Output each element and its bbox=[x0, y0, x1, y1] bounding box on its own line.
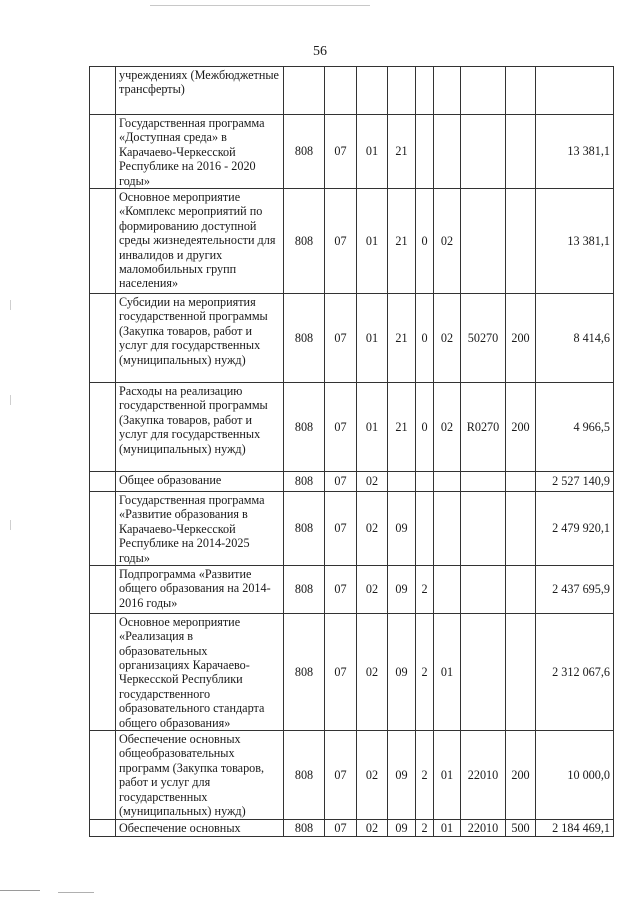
row-margin-cell bbox=[90, 67, 116, 115]
cell-amount: 10 000,0 bbox=[536, 731, 614, 820]
cell-subprogram: 2 bbox=[416, 820, 434, 837]
cell-section: 07 bbox=[325, 820, 357, 837]
cell-expense-type: 500 bbox=[506, 820, 536, 837]
cell-expense-type bbox=[506, 471, 536, 491]
cell-section: 07 bbox=[325, 491, 357, 565]
cell-subprogram: 0 bbox=[416, 293, 434, 382]
table-row bbox=[90, 613, 614, 730]
cell-event: 01 bbox=[434, 613, 461, 730]
cell-ministry: 808 bbox=[284, 188, 325, 293]
cell-subsection: 02 bbox=[357, 820, 388, 837]
cell-amount: 13 381,1 bbox=[536, 188, 614, 293]
cell-subsection: 02 bbox=[357, 471, 388, 491]
cell-expense-type bbox=[506, 67, 536, 115]
cell-subsection: 02 bbox=[357, 491, 388, 565]
cell-amount: 13 381,1 bbox=[536, 115, 614, 189]
row-margin-cell bbox=[90, 471, 116, 491]
row-margin-cell bbox=[90, 731, 116, 820]
cell-expense-type: 200 bbox=[506, 293, 536, 382]
table-row bbox=[90, 188, 614, 293]
table-row bbox=[90, 731, 614, 820]
cell-ministry: 808 bbox=[284, 491, 325, 565]
cell-direction bbox=[461, 491, 506, 565]
cell-ministry: 808 bbox=[284, 382, 325, 471]
cell-name: Государственная программа «Развитие образования в Карачаево-Черкесской Республике на 2014-2025 годы» bbox=[116, 491, 284, 565]
row-margin-cell bbox=[90, 188, 116, 293]
cell-subprogram bbox=[416, 471, 434, 491]
table-row bbox=[90, 382, 614, 471]
cell-amount: 2 437 695,9 bbox=[536, 565, 614, 613]
cell-expense-type bbox=[506, 613, 536, 730]
cell-ministry: 808 bbox=[284, 471, 325, 491]
cell-event: 01 bbox=[434, 820, 461, 837]
scan-artifact-top bbox=[150, 5, 370, 6]
cell-direction: 22010 bbox=[461, 731, 506, 820]
table-row bbox=[90, 565, 614, 613]
cell-direction bbox=[461, 188, 506, 293]
cell-name: Расходы на реализацию государственной программы (Закупка товаров, работ и услуг для государственных (муниципальных) нужд) bbox=[116, 382, 284, 471]
table-body bbox=[90, 67, 614, 837]
cell-program: 09 bbox=[388, 731, 416, 820]
row-margin-cell bbox=[90, 565, 116, 613]
scan-artifact-margin bbox=[10, 395, 11, 405]
cell-section: 07 bbox=[325, 613, 357, 730]
cell-program: 21 bbox=[388, 293, 416, 382]
cell-expense-type: 200 bbox=[506, 731, 536, 820]
cell-direction: 50270 bbox=[461, 293, 506, 382]
cell-section: 07 bbox=[325, 471, 357, 491]
cell-program: 09 bbox=[388, 491, 416, 565]
cell-subprogram: 2 bbox=[416, 565, 434, 613]
cell-event bbox=[434, 565, 461, 613]
cell-name: Основное мероприятие «Реализация в образовательных организациях Карачаево-Черкесской Республики государственного образовательного стандарта общего образования» bbox=[116, 613, 284, 730]
cell-name: Подпрограмма «Развитие общего образования на 2014-2016 годы» bbox=[116, 565, 284, 613]
cell-ministry: 808 bbox=[284, 115, 325, 189]
cell-name: Обеспечение основных общеобразовательных программ (Закупка товаров, работ и услуг для государственных (муниципальных) нужд) bbox=[116, 731, 284, 820]
cell-section: 07 bbox=[325, 731, 357, 820]
cell-subsection: 01 bbox=[357, 115, 388, 189]
cell-subprogram: 2 bbox=[416, 613, 434, 730]
cell-section bbox=[325, 67, 357, 115]
cell-subsection: 02 bbox=[357, 731, 388, 820]
cell-section: 07 bbox=[325, 293, 357, 382]
cell-ministry: 808 bbox=[284, 731, 325, 820]
cell-subprogram bbox=[416, 115, 434, 189]
cell-name: Основное мероприятие «Комплекс мероприятий по формированию доступной среды жизнедеятельности для инвалидов и других маломобильных групп населения» bbox=[116, 188, 284, 293]
cell-ministry: 808 bbox=[284, 613, 325, 730]
cell-direction bbox=[461, 565, 506, 613]
cell-program: 09 bbox=[388, 613, 416, 730]
cell-amount: 2 312 067,6 bbox=[536, 613, 614, 730]
page-number: 56 bbox=[313, 44, 327, 59]
cell-subprogram: 0 bbox=[416, 382, 434, 471]
cell-expense-type bbox=[506, 491, 536, 565]
cell-name: Обеспечение основных bbox=[116, 820, 284, 837]
cell-event: 02 bbox=[434, 188, 461, 293]
cell-subsection: 01 bbox=[357, 293, 388, 382]
cell-name: учреждениях (Межбюджетные трансферты) bbox=[116, 67, 284, 115]
cell-direction: R0270 bbox=[461, 382, 506, 471]
cell-subprogram bbox=[416, 67, 434, 115]
cell-subsection: 01 bbox=[357, 382, 388, 471]
cell-program: 09 bbox=[388, 565, 416, 613]
cell-subsection: 02 bbox=[357, 565, 388, 613]
cell-section: 07 bbox=[325, 565, 357, 613]
row-margin-cell bbox=[90, 293, 116, 382]
cell-event: 02 bbox=[434, 382, 461, 471]
cell-ministry: 808 bbox=[284, 820, 325, 837]
table-row bbox=[90, 491, 614, 565]
cell-event bbox=[434, 471, 461, 491]
row-margin-cell bbox=[90, 115, 116, 189]
budget-table bbox=[89, 66, 614, 837]
cell-amount: 8 414,6 bbox=[536, 293, 614, 382]
cell-event bbox=[434, 115, 461, 189]
cell-subprogram bbox=[416, 491, 434, 565]
cell-expense-type bbox=[506, 115, 536, 189]
scan-artifact-margin bbox=[10, 520, 11, 530]
cell-direction bbox=[461, 613, 506, 730]
row-margin-cell bbox=[90, 820, 116, 837]
table-row bbox=[90, 820, 614, 837]
cell-event bbox=[434, 491, 461, 565]
cell-program bbox=[388, 67, 416, 115]
cell-event bbox=[434, 67, 461, 115]
cell-direction bbox=[461, 115, 506, 189]
cell-event: 01 bbox=[434, 731, 461, 820]
cell-expense-type: 200 bbox=[506, 382, 536, 471]
cell-program: 21 bbox=[388, 382, 416, 471]
table-row bbox=[90, 67, 614, 115]
cell-direction: 22010 bbox=[461, 820, 506, 837]
cell-ministry bbox=[284, 67, 325, 115]
cell-subprogram: 0 bbox=[416, 188, 434, 293]
cell-section: 07 bbox=[325, 188, 357, 293]
cell-program bbox=[388, 471, 416, 491]
table-row bbox=[90, 293, 614, 382]
row-margin-cell bbox=[90, 491, 116, 565]
table-row bbox=[90, 471, 614, 491]
cell-program: 21 bbox=[388, 188, 416, 293]
cell-section: 07 bbox=[325, 382, 357, 471]
cell-subsection: 01 bbox=[357, 188, 388, 293]
cell-expense-type bbox=[506, 565, 536, 613]
cell-program: 21 bbox=[388, 115, 416, 189]
cell-amount: 2 527 140,9 bbox=[536, 471, 614, 491]
cell-name: Государственная программа «Доступная среда» в Карачаево-Черкесской Республике на 2016 - 2020 годы» bbox=[116, 115, 284, 189]
cell-section: 07 bbox=[325, 115, 357, 189]
cell-amount: 4 966,5 bbox=[536, 382, 614, 471]
cell-ministry: 808 bbox=[284, 293, 325, 382]
cell-event: 02 bbox=[434, 293, 461, 382]
cell-amount bbox=[536, 67, 614, 115]
cell-direction bbox=[461, 67, 506, 115]
cell-subsection bbox=[357, 67, 388, 115]
scan-artifact-margin bbox=[10, 300, 11, 310]
scan-artifact-bottom bbox=[0, 890, 40, 891]
scan-artifact-bottom bbox=[58, 892, 94, 893]
cell-amount: 2 479 920,1 bbox=[536, 491, 614, 565]
cell-program: 09 bbox=[388, 820, 416, 837]
row-margin-cell bbox=[90, 613, 116, 730]
cell-amount: 2 184 469,1 bbox=[536, 820, 614, 837]
cell-name: Общее образование bbox=[116, 471, 284, 491]
cell-expense-type bbox=[506, 188, 536, 293]
cell-name: Субсидии на мероприятия государственной программы (Закупка товаров, работ и услуг для государственных (муниципальных) нужд) bbox=[116, 293, 284, 382]
cell-ministry: 808 bbox=[284, 565, 325, 613]
cell-subprogram: 2 bbox=[416, 731, 434, 820]
cell-subsection: 02 bbox=[357, 613, 388, 730]
cell-direction bbox=[461, 471, 506, 491]
table-row bbox=[90, 115, 614, 189]
row-margin-cell bbox=[90, 382, 116, 471]
